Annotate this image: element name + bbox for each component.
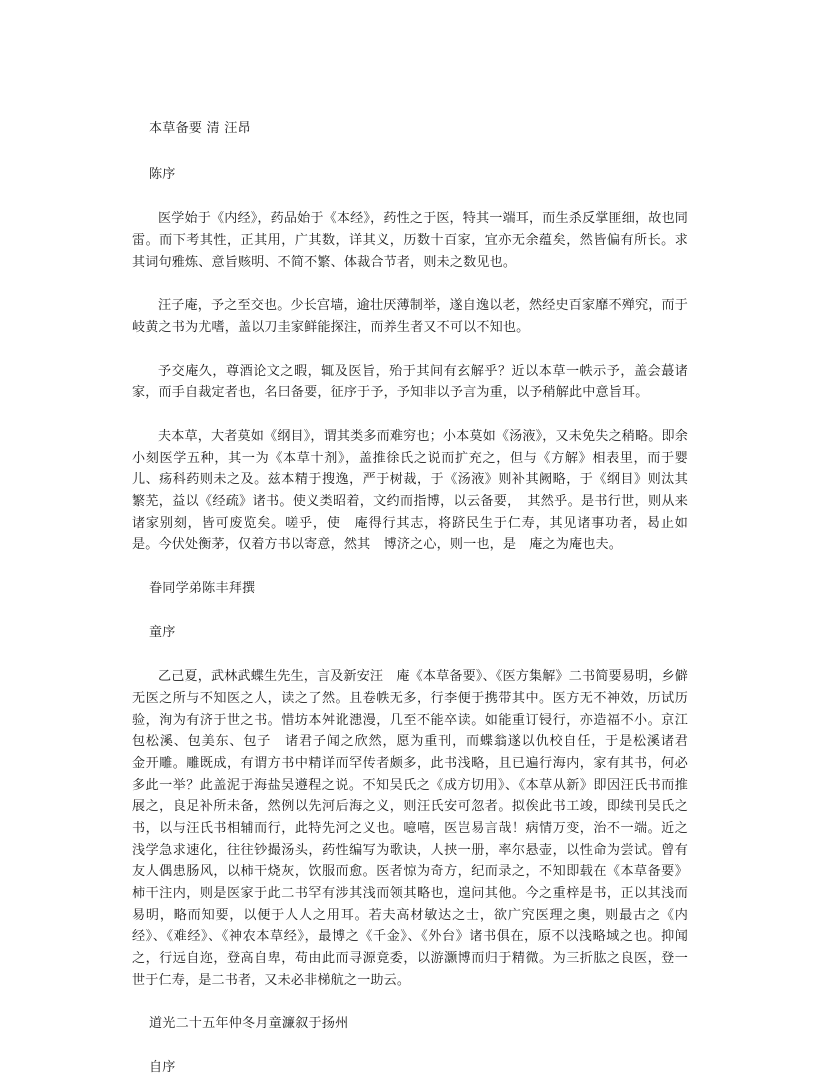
document-title: 本草备要 清 汪昂: [149, 121, 251, 136]
paragraph-tongxu-1: 乙己夏，武林武蝶生先生，言及新安汪 庵《本草备要》、《医方集解》二书简要易明，乡僻无医之所与不知医之人，读之了然。且卷帙无多，行李便于携带其中。医方无不神效，历试历验，洵为有济于世之书。惜坊本舛讹漶漫，几至不能卒读。如能重订锓行，亦造福不小。京江包松溪、包美东、包子 诸君子闻之欣然，愿为重刊，而蝶翁遂以仇校自任，于是松溪诸君 金开雕。雕既成，有谓方书中精详而罕传者颇多，此书浅略，且已遍行海内，家有其书，何必多此一举？此盖泥于海盐吴遵程之说。不知吴氏之《成方切用》、《本草从新》即因汪氏书而推展之，良足补所未备，然例以先河后海之义，则汪氏安可忽者。拟俟此书工竣，即续刊吴氏之书，以与汪氏书相辅而行，此特先河之义也。噫嘻，医岂易言哉！病情万变，治不一端。近之浅学急求速化，往往钞撮汤头，药性编写为歌诀，人挟一册，率尔悬壶，以性命为尝试。曾有友人偶患肠风，以柿干烧灰，饮服而愈。医者惊为奇方，纪而录之，不知即载在《本草备要》柿干注内，则是医家于此二书罕有涉其浅而领其略也，遑问其他。今之重梓是书，正以其浅而易明，略而知要，以便于人人之用耳。若夫高材敏达之士，欲广究医理之奥，则最古之《内经》、《难经》、《神农本草经》，最博之《千金》、《外台》诸书俱在，原不以浅略域之也。抑闻之，行远自迩，登高自卑，苟由此而寻源竟委，以游灏博而归于精微。为三折肱之良医，登一世于仁寿，是二书者，又未必非梯航之一助云。: [132, 669, 702, 988]
paragraph-chenxu-4: 夫本草，大者莫如《纲目》，谓其类多而难穷也；小本莫如《汤液》，又未免失之稍略。即余小刻医学五种，其一为《本草十剂》，盖推徐氏之说而扩充之，但与《方解》相表里，而于婴儿、疡科药则未之及。兹本精于搜逸，严于树裁，于《汤液》则补其阙略，于《纲目》则汰其繁芜，益以《经疏》诸书。使义类昭着，文约而指博，以云备要， 其然乎。是书行世，则从来诸家别刻，皆可废览矣。嗟乎，使 庵得行其志，将跻民生于仁寿，其见诸事功者，曷止如是。今伏处衡茅，仅着方书以寄意，然其 博济之心，则一也，是 庵之为庵也夫。: [132, 429, 688, 553]
spacer: [132, 273, 688, 295]
section-heading-chenxu: 陈序: [149, 167, 176, 183]
spacer: [132, 185, 688, 208]
paragraph-chenxu-1: 医学始于《内经》，药品始于《本经》，药性之于医，特其一端耳，而生杀反掌匪细，故也同雷。而下考其性，正其用，广其数，详其义，历数十百家，宜亦无余蕴矣，然皆偏有所长。求其词句雅炼、意旨赅明、不简不繁、体裁合节者，则未之数见也。: [132, 211, 688, 270]
spacer: [132, 1034, 688, 1057]
section-heading-tongxu: 童序: [149, 625, 176, 641]
spacer: [132, 599, 688, 622]
page-content: [132, 118, 702, 1079]
signature-chenxu: 眷同学弟陈丰拜撰: [149, 580, 256, 596]
spacer: [132, 991, 688, 1013]
section-heading-zixu: 自序: [149, 1060, 176, 1076]
paragraph-chenxu-3: 予交庵久，尊酒论文之暇，辄及医旨，殆于其间有玄解乎？近以本草一帙示予，盖会蕞诸家，而手自裁定者也，名曰备要，征序于予，予知非以予言为重，以予稍解此中意旨耳。: [132, 363, 688, 401]
spacer: [132, 339, 688, 361]
paragraph-chenxu-2: 汪子庵，予之至交也。少长宫墙，逾壮厌薄制举，遂自逸以老，然经史百家靡不殚究，而于岐黄之书为尤嗜，盖以刀圭家鲜能探注，而养生者又不可以不知也。: [132, 298, 688, 336]
signature-tongxu: 道光二十五年仲冬月童濂叙于扬州: [149, 1016, 349, 1032]
spacer: [132, 139, 688, 164]
spacer: [132, 404, 688, 426]
spacer: [132, 643, 688, 666]
spacer: [132, 556, 688, 578]
